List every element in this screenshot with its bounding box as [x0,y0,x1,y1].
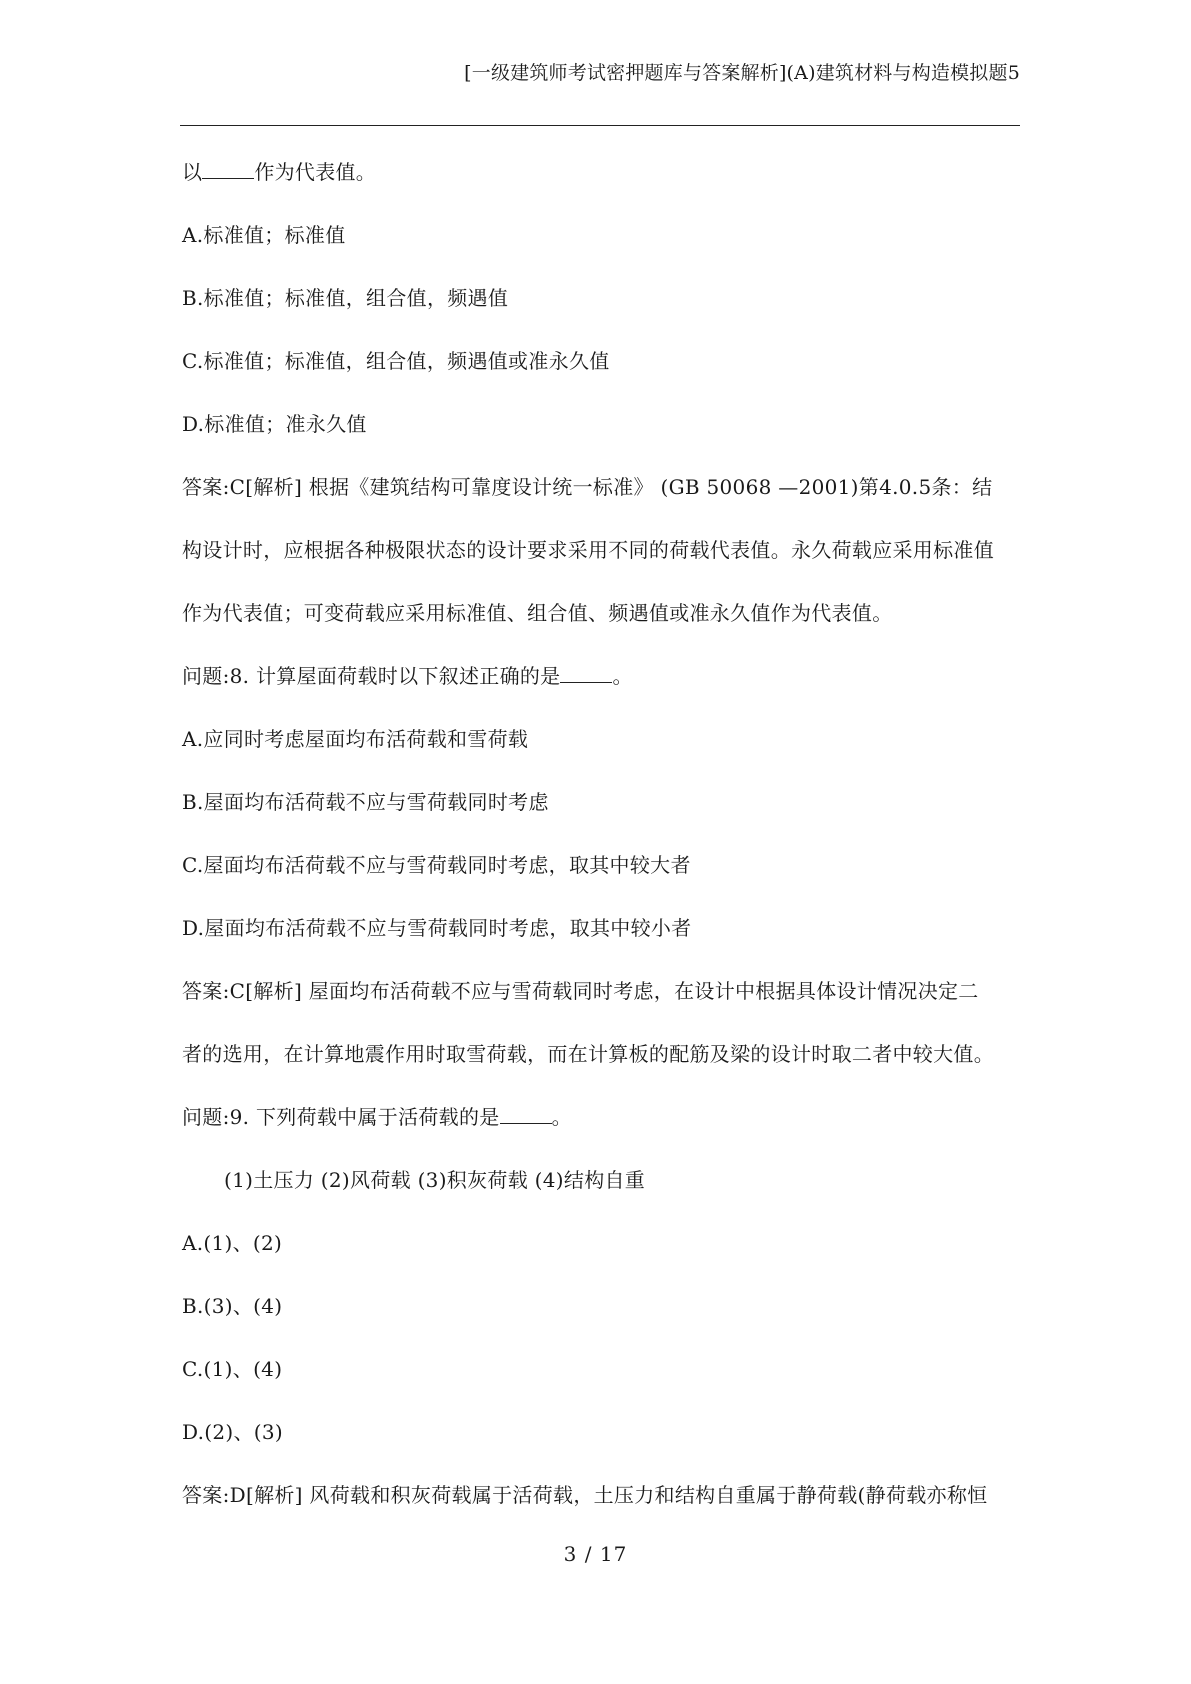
text-line: 答案:D[解析] 风荷载和积灰荷载属于活荷载，土压力和结构自重属于静荷载(静荷载亦称恒 [182,1483,988,1507]
fill-in-blank [560,660,612,683]
text-line: A.应同时考虑屋面均布活荷载和雪荷载 [182,727,529,751]
text-line: (1)土压力 (2)风荷载 (3)积灰荷载 (4)结构自重 [224,1168,646,1192]
text-line: 作为代表值；可变荷载应采用标准值、组合值、频遇值或准永久值作为代表值。 [182,601,893,625]
text-segment: 以 [182,160,203,184]
text-line: 答案:C[解析] 根据《建筑结构可靠度设计统一标准》 (GB 50068 —2001)第4.0.5条：结 [182,475,993,499]
header-title: [一级建筑师考试密押题库与答案解析](A)建筑材料与构造模拟题5 [464,62,1020,84]
fill-in-blank [500,1101,552,1124]
fill-in-blank [202,156,254,179]
text-line: D.屋面均布活荷载不应与雪荷载同时考虑，取其中较小者 [182,916,692,940]
text-line: A.标准值；标准值 [182,223,346,247]
text-line [182,1097,1020,1160]
text-line: D.(2)、(3) [182,1420,284,1444]
text-line: B.屋面均布活荷载不应与雪荷载同时考虑 [182,790,549,814]
text-line: C.(1)、(4) [182,1357,283,1381]
text-line [182,152,1020,215]
text-line: C.标准值；标准值，组合值，频遇值或准永久值 [182,349,610,373]
text-line: B.(3)、(4) [182,1294,283,1318]
text-line: C.屋面均布活荷载不应与雪荷载同时考虑，取其中较大者 [182,853,691,877]
header-divider [180,125,1020,126]
text-segment: 问题:8. 计算屋面荷载时以下叙述正确的是 [182,664,561,688]
text-line: 者的选用，在计算地震作用时取雪荷载，而在计算板的配筋及梁的设计时取二者中较大值。 [182,1042,994,1066]
document-body [182,152,1020,1538]
text-segment: 作为代表值。 [254,160,377,184]
page-number: 3 / 17 [563,1542,628,1566]
text-segment: 问题:9. 下列荷载中属于活荷载的是 [182,1105,500,1129]
text-line: A.(1)、(2) [182,1231,283,1255]
text-line: 构设计时，应根据各种极限状态的设计要求采用不同的荷载代表值。永久荷载应采用标准值 [182,538,994,562]
text-line: B.标准值；标准值，组合值，频遇值 [182,286,509,310]
text-line [182,656,1020,719]
text-segment: 。 [612,664,633,688]
text-line: D.标准值；准永久值 [182,412,367,436]
text-line: 答案:C[解析] 屋面均布活荷载不应与雪荷载同时考虑，在设计中根据具体设计情况决定二 [182,979,979,1003]
text-segment: 。 [551,1105,572,1129]
